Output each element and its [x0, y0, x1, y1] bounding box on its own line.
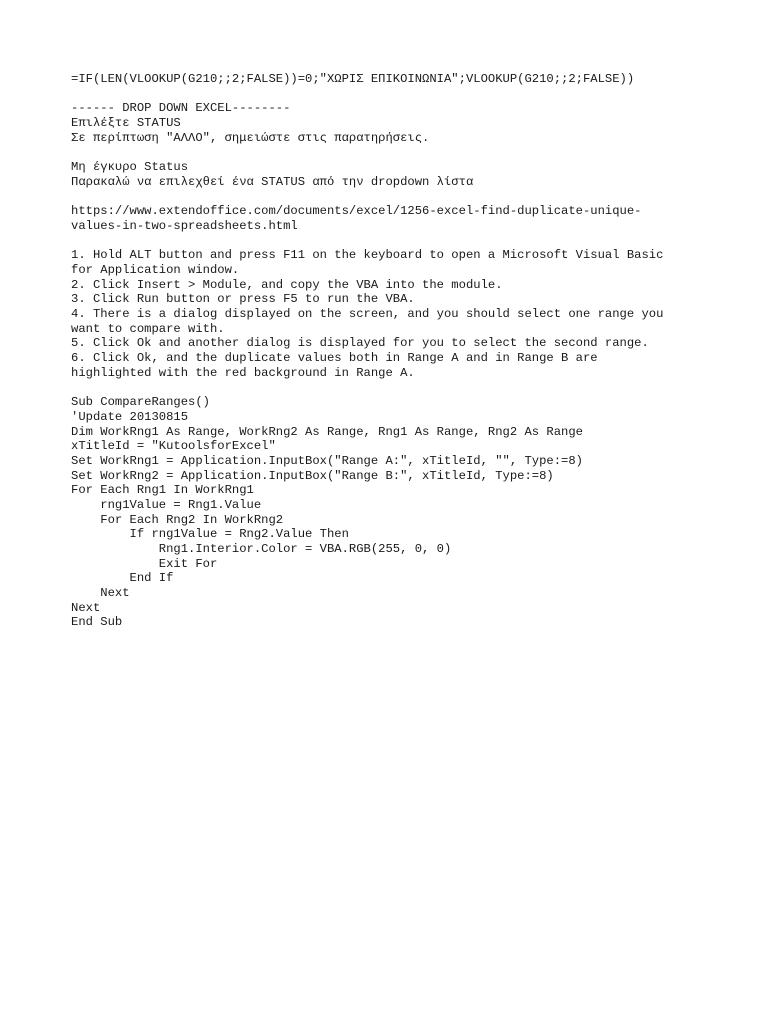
code-line: 'Update 20130815: [71, 409, 189, 424]
code-line: End If: [71, 571, 174, 586]
code-line: Dim WorkRng1 As Range, WorkRng2 As Range, Rng1 As Range, Rng2 As Range: [71, 424, 583, 439]
greek-text-line: Παρακαλώ να επιλεχθεί ένα STATUS από την dropdown λίστα: [71, 174, 474, 189]
instruction-line: 5. Click Ok and another dialog is displayed for you to select the second range.: [71, 336, 649, 351]
code-line: Exit For: [71, 556, 218, 571]
instruction-line: 6. Click Ok, and the duplicate values both in Range A and in Range B are: [71, 351, 598, 366]
url-line: https://www.extendoffice.com/documents/excel/1256-excel-find-duplicate-unique-: [71, 204, 642, 219]
url-line: values-in-two-spreadsheets.html: [71, 218, 298, 233]
code-line: rng1Value = Rng1.Value: [71, 497, 262, 512]
greek-text-line: Επιλέξτε STATUS: [71, 116, 181, 131]
code-line: For Each Rng1 In WorkRng1: [71, 483, 254, 498]
blank-line: [71, 234, 711, 249]
code-line: Rng1.Interior.Color = VBA.RGB(255, 0, 0): [71, 542, 452, 556]
code-line: Next: [71, 600, 101, 615]
code-line: For Each Rng2 In WorkRng2: [71, 512, 284, 527]
instruction-line: highlighted with the red background in Range A.: [71, 365, 415, 380]
blank-line: [71, 380, 711, 395]
code-line: If rng1Value = Rng2.Value Then: [71, 527, 349, 542]
instruction-line: 1. Hold ALT button and press F11 on the keyboard to open a Microsoft Visual Basic: [71, 248, 664, 263]
instruction-line: 4. There is a dialog displayed on the screen, and you should select one range you: [71, 307, 664, 321]
dropdown-heading: ------ DROP DOWN EXCEL--------: [71, 101, 291, 116]
instruction-line: 2. Click Insert > Module, and copy the VBA into the module.: [71, 277, 503, 292]
blank-line: [71, 190, 711, 205]
code-line: Set WorkRng1 = Application.InputBox("Range A:", xTitleId, "", Type:=8): [71, 453, 583, 468]
greek-text-line: Μη έγκυρο Status: [71, 160, 189, 175]
blank-line: [71, 87, 711, 102]
blank-line: [71, 145, 711, 160]
code-line: Sub CompareRanges(): [71, 395, 210, 410]
instruction-line: for Application window.: [71, 262, 240, 277]
code-line: Next: [71, 586, 130, 601]
document-page: [71, 72, 711, 630]
instruction-line: want to compare with.: [71, 321, 225, 336]
greek-text-line: Σε περίπτωση "ΑΛΛΟ", σημειώστε στις παρατηρήσεις.: [71, 130, 430, 145]
code-line: End Sub: [71, 615, 123, 630]
code-line: xTitleId = "KutoolsforExcel": [71, 439, 276, 454]
code-line: Set WorkRng2 = Application.InputBox("Range B:", xTitleId, Type:=8): [71, 468, 554, 483]
instruction-line: 3. Click Run button or press F5 to run the VBA.: [71, 292, 415, 307]
excel-formula-line: =IF(LEN(VLOOKUP(G210;;2;FALSE))=0;"ΧΩΡΙΣ ΕΠΙΚΟΙΝΩΝΙΑ";VLOOKUP(G210;;2;FALSE)): [71, 72, 635, 86]
